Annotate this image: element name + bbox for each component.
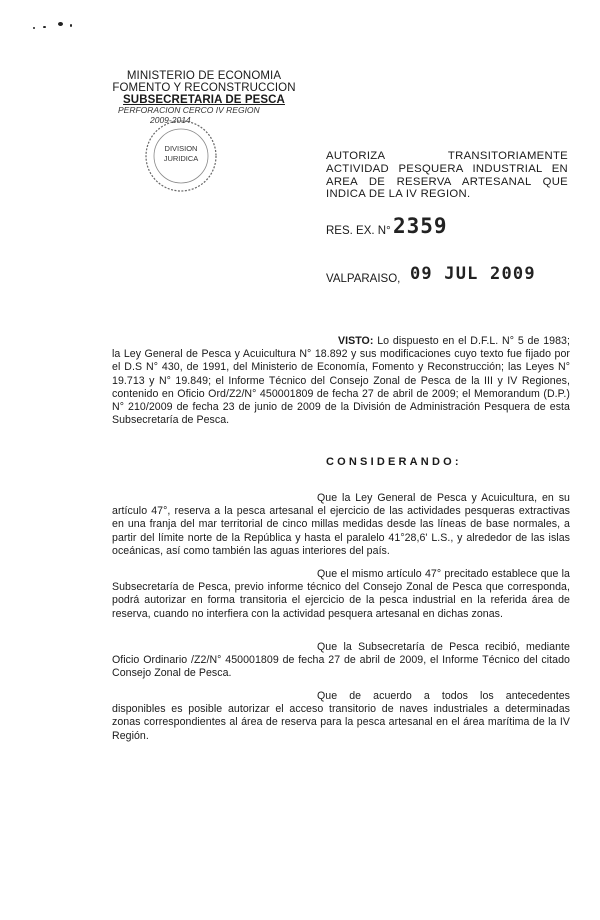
considerando-paragraph-4: Que de acuerdo a todos los antecedentes disponibles es posible autorizar el acceso transitorio de naves industriales a determinadas zonas correspondientes al área de reserva para la pesca artesanal en el área marítima de la IV Región. [112,690,570,742]
scan-speck [58,22,63,26]
considerando-paragraph-2: Que el mismo artículo 47° precitado establece que la Subsecretaría de Pesca, previo informe técnico del Consejo Zonal de Pesca que corresponda, podrá autorizar en forma transitoria el ejercicio de la pesca industrial en la referida área de reserva, cuando no interfiera con la actividad pesquera artesanal en dichas zonas. [112,568,570,620]
ministry-line-2: FOMENTO Y RECONSTRUCCION [112,82,296,94]
seal-text-1: DIVISION [164,144,198,153]
considerando-paragraph-3: Que la Subsecretaría de Pesca recibió, mediante Oficio Ordinario /Z2/N° 450001809 de fecha 27 de abril de 2009, el Informe Técnico del citado Consejo Zonal de Pesca. [112,641,570,680]
seal-text-2: JURIDICA [163,154,199,163]
letterhead [104,70,304,106]
considerando-paragraph-1: Que la Ley General de Pesca y Acuicultura, en su artículo 47°, reserva a la pesca artesanal el ejercicio de las actividades pesqueras extractivas en una franja del mar territorial de cinco millas medidas desde las líneas de base normales, a partir del límite norte de la República y hasta el paralelo 41°28,6' L.S., y alrededor de las islas oceánicas, así como también las aguas interiores del país. [112,492,570,557]
resolution-subject: AUTORIZA TRANSITORIAMENTE ACTIVIDAD PESQUERA INDUSTRIAL EN AREA DE RESERVA ARTESANAL QUE INDICA DE LA IV REGION. [326,150,568,201]
visto-paragraph [112,335,570,427]
subsecretaria-line: SUBSECRETARIA DE PESCA [123,94,285,106]
stamp-line-2: 2009-2014 [150,115,191,125]
resolution-label: RES. EX. N° [326,225,391,237]
resolution-number: 2359 [393,214,448,238]
visto-text: Lo dispuesto en el D.F.L. N° 5 de 1983; la Ley General de Pesca y Acuicultura N° 18.892 y sus modificaciones cuyo texto fue fijado por el D.S N° 430, de 1991, del Ministerio de Economía, Fomento y Reconstrucción; las Leyes N° 19.713 y N° 19.849; el Informe Técnico del Consejo Zonal de Pesca de la III y IV Regiones, contenido en Oficio Ord/Z2/N° 450001809 de fecha 27 de abril de 2009; el Memorandum (D.P.) N° 210/2009 de fecha 23 de junio de 2009 de la División de Administración Pesquera de esta Subsecretaría de Pesca. [112,335,570,427]
ministry-line-1: MINISTERIO DE ECONOMIA [126,70,282,82]
scan-speck [33,27,35,29]
stamp-line-1: PERFORACION CERCO IV REGION [118,105,260,115]
visto-label: VISTO: [338,335,374,347]
scan-speck [43,26,46,28]
scan-speck [70,24,72,27]
resolution-place: VALPARAISO, [326,273,401,285]
division-juridica-seal [143,115,219,194]
considerando-heading: CONSIDERANDO: [326,456,462,468]
resolution-date-stamp: 09 JUL 2009 [410,264,536,284]
